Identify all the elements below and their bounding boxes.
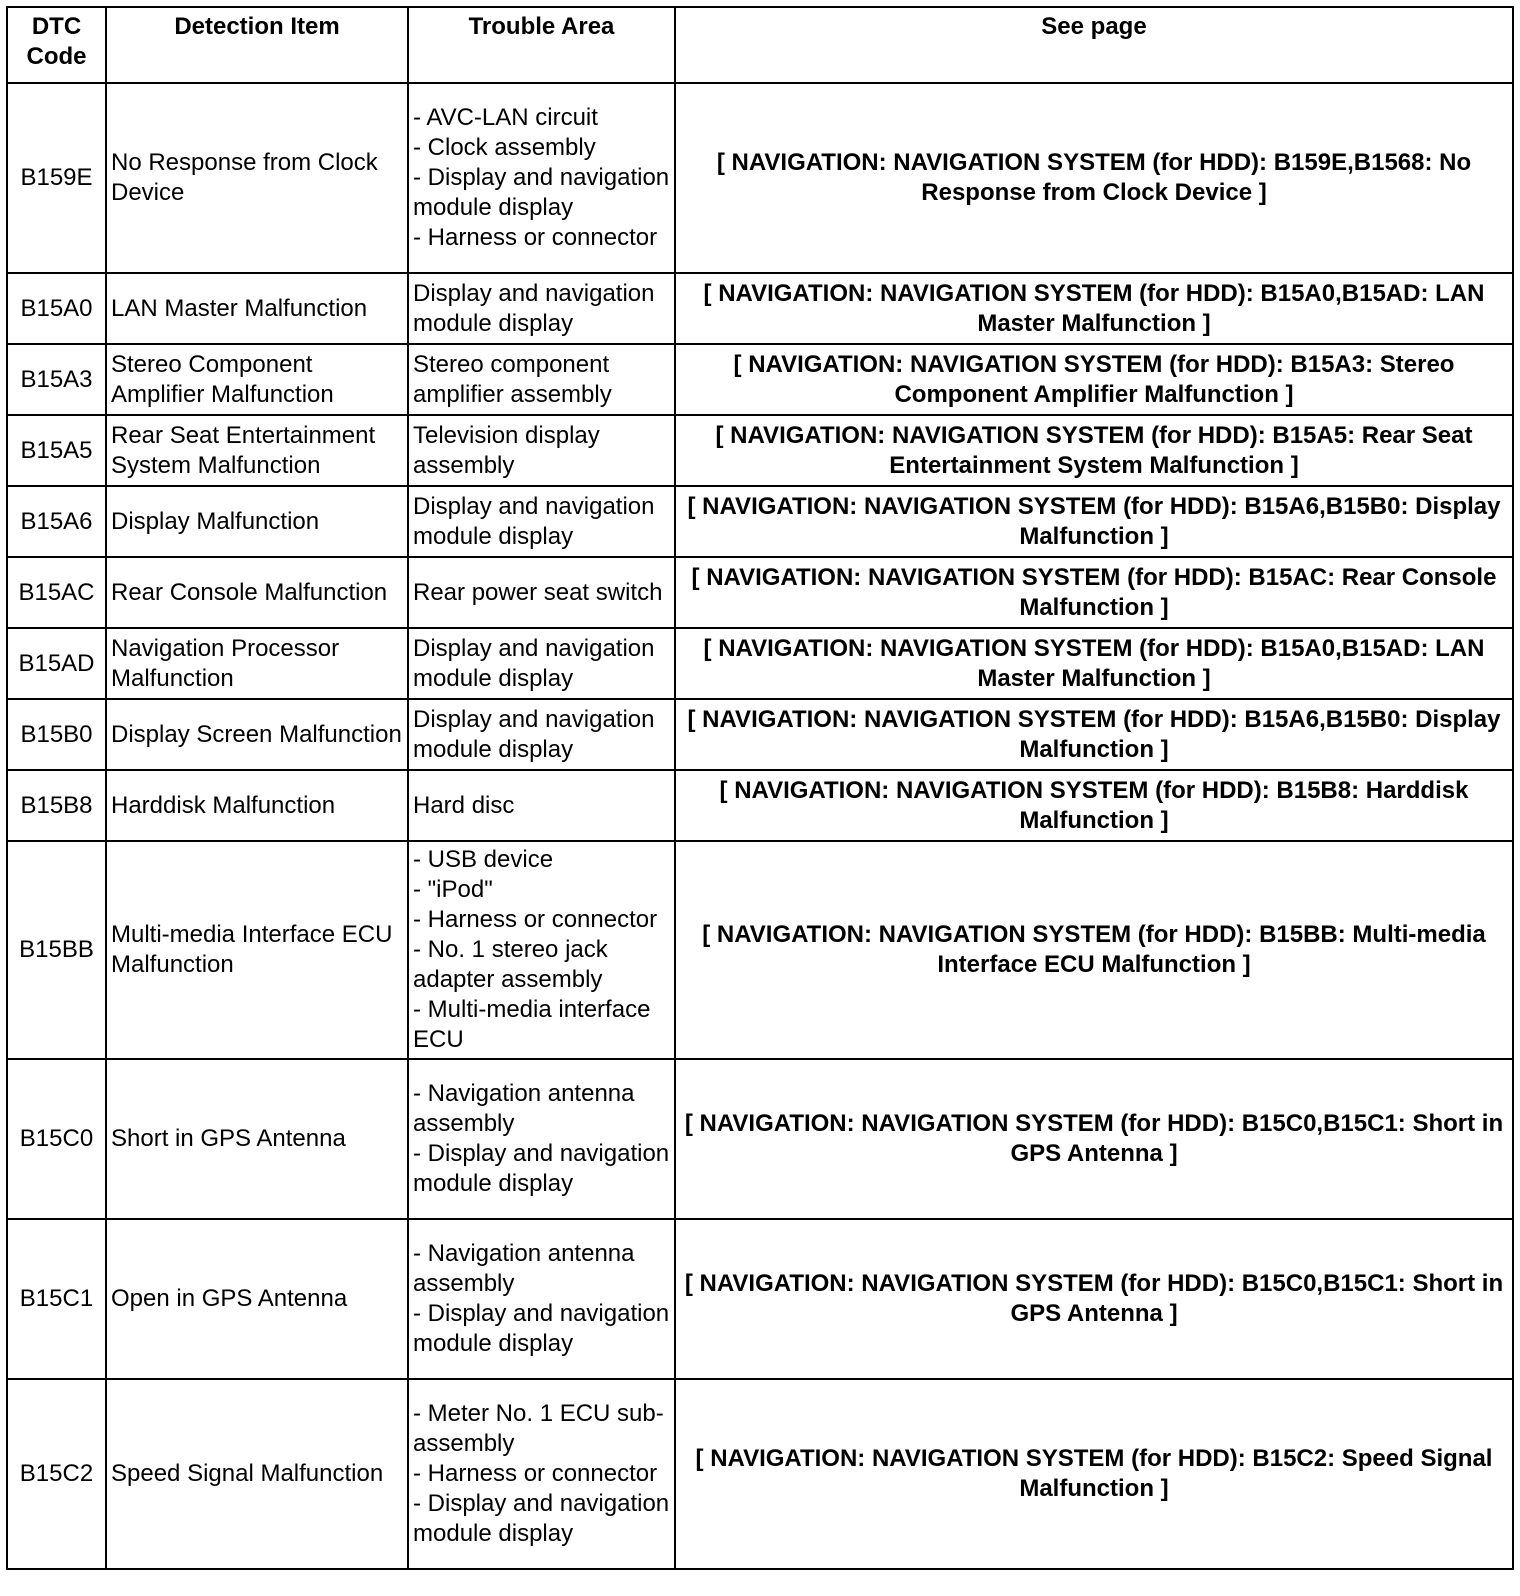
header-trouble-area: Trouble Area	[408, 7, 675, 83]
dtc-code-cell: B15A3	[7, 344, 106, 415]
detection-item-cell: Speed Signal Malfunction	[106, 1379, 408, 1569]
table-row	[7, 1219, 1513, 1379]
detection-item-cell: Open in GPS Antenna	[106, 1219, 408, 1379]
trouble-area-line: - USB device	[413, 846, 554, 873]
trouble-area-line: Television display assembly	[413, 421, 600, 479]
dtc-code-cell: B15BB	[7, 841, 106, 1059]
see-page-link[interactable]: [ NAVIGATION: NAVIGATION SYSTEM (for HDD): B15A5: Rear Seat Entertainment System Malfunction ]	[675, 415, 1513, 486]
table-header	[7, 7, 1513, 83]
trouble-area-line: - Meter No. 1 ECU sub-assembly	[413, 1400, 664, 1457]
trouble-area-line: Hard disc	[413, 791, 515, 819]
trouble-area-cell	[408, 628, 675, 699]
see-page-link[interactable]: [ NAVIGATION: NAVIGATION SYSTEM (for HDD): B15C0,B15C1: Short in GPS Antenna ]	[675, 1219, 1513, 1379]
detection-item-cell: Display Malfunction	[106, 486, 408, 557]
dtc-code-cell: B15AD	[7, 628, 106, 699]
dtc-table	[6, 6, 1514, 1570]
see-page-link[interactable]: [ NAVIGATION: NAVIGATION SYSTEM (for HDD): B15B8: Harddisk Malfunction ]	[675, 770, 1513, 841]
trouble-area-line: Display and navigation module display	[413, 634, 655, 692]
detection-item-cell: Rear Console Malfunction	[106, 557, 408, 628]
table-row	[7, 557, 1513, 628]
see-page-link[interactable]: [ NAVIGATION: NAVIGATION SYSTEM (for HDD): B15A3: Stereo Component Amplifier Malfunction ]	[675, 344, 1513, 415]
trouble-area-cell	[408, 699, 675, 770]
dtc-code-cell: B15A0	[7, 273, 106, 344]
trouble-area-cell	[408, 1059, 675, 1219]
dtc-code-cell: B15A6	[7, 486, 106, 557]
dtc-code-cell: B15B0	[7, 699, 106, 770]
trouble-area-cell	[408, 273, 675, 344]
table-row	[7, 699, 1513, 770]
trouble-area-cell	[408, 83, 675, 273]
dtc-table-container	[6, 6, 1514, 1570]
trouble-area-cell	[408, 486, 675, 557]
detection-item-cell: LAN Master Malfunction	[106, 273, 408, 344]
trouble-area-line: - "iPod"	[413, 876, 493, 903]
header-see-page: See page	[675, 7, 1513, 83]
trouble-area-line: Display and navigation module display	[413, 279, 655, 337]
trouble-area-line: Rear power seat switch	[413, 578, 663, 606]
trouble-area-line: - AVC-LAN circuit	[413, 104, 598, 131]
see-page-link[interactable]: [ NAVIGATION: NAVIGATION SYSTEM (for HDD): B15A0,B15AD: LAN Master Malfunction ]	[675, 628, 1513, 699]
table-row	[7, 1379, 1513, 1569]
detection-item-cell: Multi-media Interface ECU Malfunction	[106, 841, 408, 1059]
trouble-area-line: Display and navigation module display	[413, 492, 655, 550]
trouble-area-line: - Multi-media interface ECU	[413, 996, 651, 1053]
see-page-link[interactable]: [ NAVIGATION: NAVIGATION SYSTEM (for HDD): B15A6,B15B0: Display Malfunction ]	[675, 486, 1513, 557]
trouble-area-cell	[408, 415, 675, 486]
see-page-link[interactable]: [ NAVIGATION: NAVIGATION SYSTEM (for HDD): B15C0,B15C1: Short in GPS Antenna ]	[675, 1059, 1513, 1219]
trouble-area-line: - Harness or connector	[413, 906, 658, 933]
trouble-area-cell	[408, 557, 675, 628]
trouble-area-line: - Harness or connector	[413, 224, 658, 251]
trouble-area-line: - Display and navigation module display	[413, 1490, 670, 1547]
header-detection-item: Detection Item	[106, 7, 408, 83]
table-row	[7, 273, 1513, 344]
dtc-code-cell: B15AC	[7, 557, 106, 628]
dtc-code-cell: B15A5	[7, 415, 106, 486]
table-row	[7, 486, 1513, 557]
detection-item-cell: No Response from Clock Device	[106, 83, 408, 273]
trouble-area-cell	[408, 1219, 675, 1379]
table-row	[7, 770, 1513, 841]
detection-item-cell: Rear Seat Entertainment System Malfunction	[106, 415, 408, 486]
table-row	[7, 83, 1513, 273]
detection-item-cell: Display Screen Malfunction	[106, 699, 408, 770]
dtc-code-cell: B159E	[7, 83, 106, 273]
dtc-code-cell: B15C1	[7, 1219, 106, 1379]
trouble-area-line: Stereo component amplifier assembly	[413, 350, 612, 408]
trouble-area-line: - Harness or connector	[413, 1460, 658, 1487]
dtc-code-cell: B15C2	[7, 1379, 106, 1569]
table-row	[7, 841, 1513, 1059]
dtc-code-cell: B15B8	[7, 770, 106, 841]
header-dtc-code: DTC Code	[7, 7, 106, 83]
see-page-link[interactable]: [ NAVIGATION: NAVIGATION SYSTEM (for HDD): B15A6,B15B0: Display Malfunction ]	[675, 699, 1513, 770]
see-page-link[interactable]: [ NAVIGATION: NAVIGATION SYSTEM (for HDD): B159E,B1568: No Response from Clock Device ]	[675, 83, 1513, 273]
trouble-area-line: - Navigation antenna assembly	[413, 1240, 635, 1297]
trouble-area-line: - Navigation antenna assembly	[413, 1080, 635, 1137]
trouble-area-line: - Display and navigation module display	[413, 164, 670, 221]
trouble-area-line: Display and navigation module display	[413, 705, 655, 763]
see-page-link[interactable]: [ NAVIGATION: NAVIGATION SYSTEM (for HDD): B15C2: Speed Signal Malfunction ]	[675, 1379, 1513, 1569]
trouble-area-cell	[408, 770, 675, 841]
header-row	[7, 7, 1513, 83]
table-row	[7, 628, 1513, 699]
trouble-area-line: - No. 1 stereo jack adapter assembly	[413, 936, 608, 993]
detection-item-cell: Navigation Processor Malfunction	[106, 628, 408, 699]
trouble-area-cell	[408, 344, 675, 415]
detection-item-cell: Short in GPS Antenna	[106, 1059, 408, 1219]
see-page-link[interactable]: [ NAVIGATION: NAVIGATION SYSTEM (for HDD): B15A0,B15AD: LAN Master Malfunction ]	[675, 273, 1513, 344]
see-page-link[interactable]: [ NAVIGATION: NAVIGATION SYSTEM (for HDD): B15AC: Rear Console Malfunction ]	[675, 557, 1513, 628]
table-row	[7, 1059, 1513, 1219]
trouble-area-line: - Display and navigation module display	[413, 1300, 670, 1357]
trouble-area-line: - Clock assembly	[413, 134, 596, 161]
table-row	[7, 415, 1513, 486]
detection-item-cell: Harddisk Malfunction	[106, 770, 408, 841]
see-page-link[interactable]: [ NAVIGATION: NAVIGATION SYSTEM (for HDD): B15BB: Multi-media Interface ECU Malfunction ]	[675, 841, 1513, 1059]
trouble-area-cell	[408, 841, 675, 1059]
table-row	[7, 344, 1513, 415]
trouble-area-cell	[408, 1379, 675, 1569]
dtc-code-cell: B15C0	[7, 1059, 106, 1219]
detection-item-cell: Stereo Component Amplifier Malfunction	[106, 344, 408, 415]
table-body	[7, 83, 1513, 1569]
trouble-area-line: - Display and navigation module display	[413, 1140, 670, 1197]
